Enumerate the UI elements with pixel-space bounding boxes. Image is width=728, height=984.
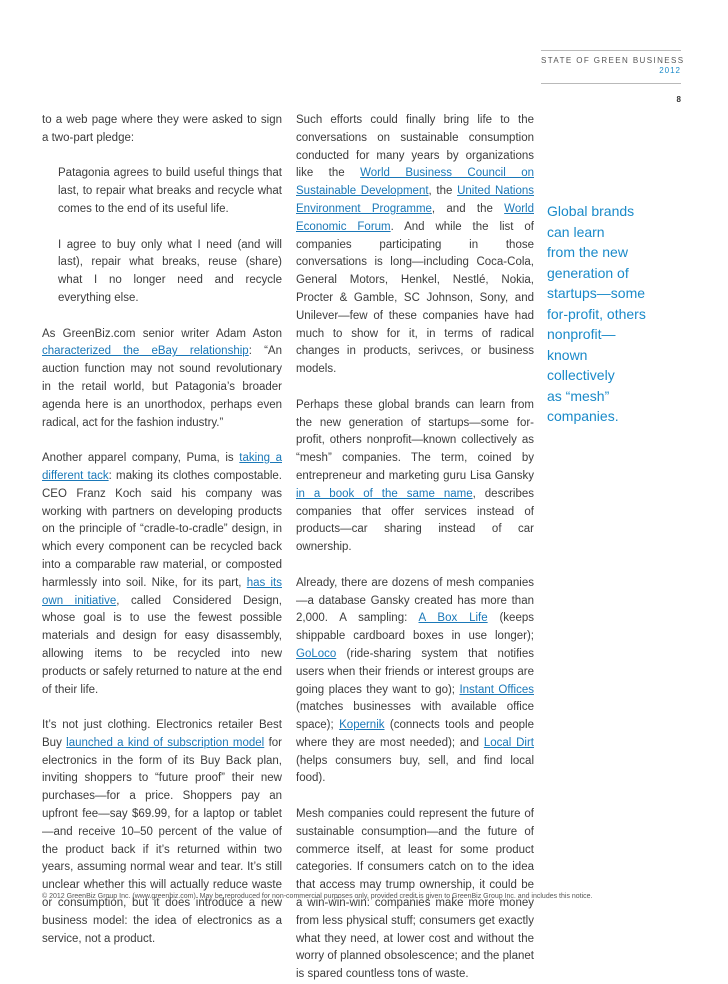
link-instant-offices[interactable]: Instant Offices (459, 683, 534, 696)
pledge-quote-customer: I agree to buy only what I need (and will last), repair what breaks, reuse (share) what I no longer need and recycle everything else. (58, 238, 282, 304)
page-number: 8 (676, 95, 681, 104)
paragraph: to a web page where they were asked to sign a two-part pledge: (42, 114, 282, 144)
pull-quote-line: startups—some (547, 285, 646, 301)
link-local-dirt[interactable]: Local Dirt (483, 736, 534, 749)
pull-quote-line: from the new (547, 244, 628, 260)
paragraph: Perhaps these global brands can learn from the new generation of startups—some for-profit, others nonprofit—known collectively as “mesh” companies. The term, coined by entrepreneur and marketing guru Lisa Gansky in a book of the same name, describes companies that offer services instead of products—car sharing instead of car ownership. (296, 398, 534, 554)
paragraph: It’s not just clothing. Electronics retailer Best Buy launched a kind of subscription model for electronics in the form of its Buy Back plan, inviting shoppers to “future proof” their new purchases—for a price. Shoppers pay an upfront fee—say $69.99, for a laptop or tablet—and receive 10–50 percent of the value of the product back if it’s returned within two years, assuming normal wear and tear. It’s still unclear whether this will actually reduce waste or consumption, but it does introduce a new business model: the idea of electronics as a service, not a product. (42, 719, 282, 945)
pull-quote-line: Global brands (547, 203, 635, 219)
link-subscription-model[interactable]: launched a kind of subscription model (66, 736, 265, 749)
pull-quote-line: as “mesh” (547, 387, 610, 404)
paragraph: Such efforts could finally bring life to the conversations on sustainable consumption conducted for many years by organizations like the World Business Council on Sustainable Development, the United Nations Environment Programme, and the World Economic Forum. And while the list of companies participating in those conversations is long—including Coca-Cola, General Motors, Henkel, Nestlé, Nokia, Procter & Gamble, SC Johnson, Sony, and Unilever—few of these companies have had much to show for it, in terms of radical changes in products, serivces, or business models. (296, 114, 535, 376)
link-kopernik[interactable]: Kopernik (339, 719, 385, 732)
paragraph: As GreenBiz.com senior writer Adam Aston characterized the eBay relationship: “An auction function may not sound revolutionary in the retail world, but Patagonia’s broader agenda here is an unorthodox, perhaps even radical, act for the fashion industry.” (42, 327, 282, 429)
link-mesh-book[interactable]: in a book of the same name (296, 487, 473, 500)
link-nike-initiative[interactable]: has its own initiative (42, 576, 282, 607)
pull-quote (547, 201, 672, 427)
paragraph: Another apparel company, Puma, is taking a different tack: making its clothes compostable. CEO Franz Koch said his company was working with partners on developing products on the principle of “cradle-to-cradle” design, in which every component can be recycled back into a comparable raw material, or composted harmlessly into soil. Nike, for its part, has its own initiative, called Considered Design, whose goal is to use the fewest possible materials and design for easy disassembly, allowing items to be recycled into new products or safely returned to nature at the end of their life. (42, 452, 282, 696)
link-wbcsd[interactable]: World Business Council on Sustainable Development (296, 167, 534, 198)
pull-quote-line: generation of (547, 264, 629, 281)
link-world-economic-forum[interactable]: World Economic Forum (296, 202, 534, 233)
pull-quote-line: can learn (547, 223, 605, 240)
paragraph: Mesh companies could represent the future of sustainable consumption—and the future of commerce itself, at least for some product categories. If consumers catch on to the idea that access may trump ownership, it could be a win-win-win: companies make more money from less physical stuff; consumers get exactly what they need, at lower cost and without the worry of planned obsolescence; and the planet is spared countless tons of waste. (296, 808, 534, 981)
paragraph: Already, there are dozens of mesh companies—a database Gansky created has more than 2,000. A sampling: A Box Life (keeps shippable cardboard boxes in use longer); GoLoco (ride-sharing system that notifies users when their friends or interest groups are going places they want to go); Instant Offices (matches businesses with available office space); Kopernik (connects tools and people where they are most needed); and Local Dirt (helps consumers buy, sell, and find local food). (296, 576, 534, 785)
pull-quote-line: for-profit, others (547, 305, 646, 322)
pledge-quote-company: Patagonia agrees to build useful things that last, to repair what breaks and recycle what comes to the end of its useful life. (58, 167, 282, 215)
header-bottom-rule (541, 83, 681, 84)
report-title: STATE OF GREEN BUSINESS (541, 56, 685, 65)
pull-quote-line: companies. (547, 408, 619, 424)
running-header (541, 50, 685, 76)
pull-quote-line: known (547, 346, 588, 363)
link-goloco[interactable]: GoLoco (296, 647, 337, 660)
link-unep[interactable]: United Nations Environment Programme (296, 185, 535, 215)
report-year: 2012 (659, 66, 681, 75)
link-taking-a-different-tack[interactable]: taking a different tack (42, 452, 282, 482)
copyright-footer: © 2012 GreenBiz Group Inc. (www.greenbiz.com). May be reproduced for non-commercial purposes only, provided credit is given to GreenBiz Group Inc. and includes this notice. (42, 893, 593, 900)
middle-column (296, 112, 534, 984)
left-column (42, 112, 282, 948)
pull-quote-line: nonprofit— (547, 326, 616, 342)
pull-quote-line: collectively (547, 367, 615, 383)
link-ebay-relationship[interactable]: characterized the eBay relationship (42, 345, 249, 358)
link-a-box-life[interactable]: A Box Life (418, 612, 488, 625)
